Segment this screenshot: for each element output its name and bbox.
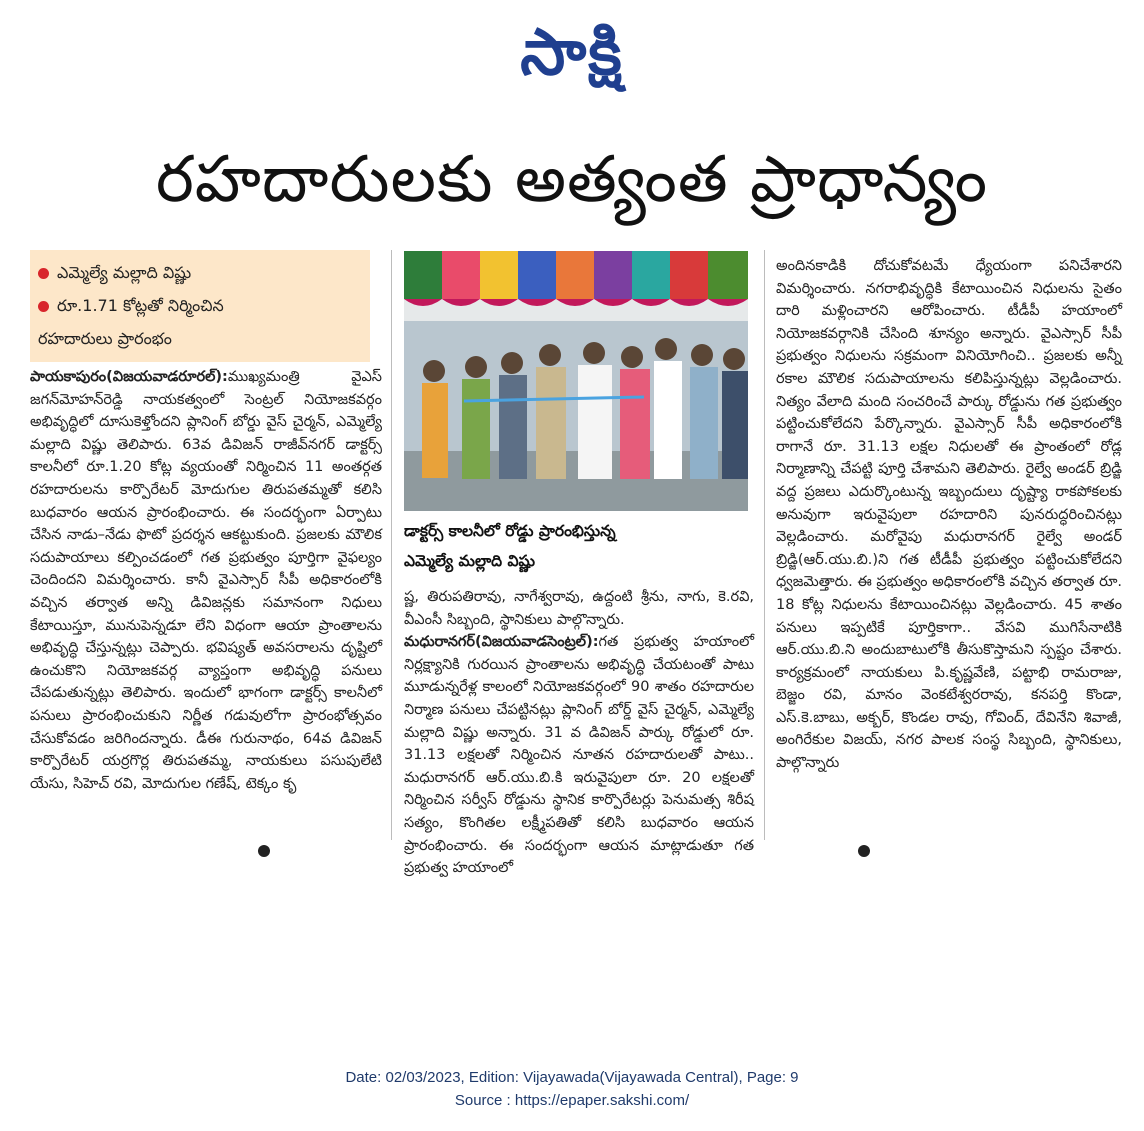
column-divider — [764, 250, 765, 840]
dateline-madhuranagar: మధురానగర్‌(విజయవాడసెంట్రల్‌): — [404, 634, 599, 651]
article-text-3: అందినకాడికి దోచుకోవటమే ధ్యేయంగా పనిచేశారని విమర్శించారు. నగరాభివృద్ధికి కేటాయించిన నిధులను సైతం దారి మళ్లించారని ఆరోపించారు. టీడీపీ హయాంలో నియోజకవర్గానికి చేసింది శూన్యం అన్నారు. వైఎస్సార్‌ సీపీ ప్రభుత్వం నిధులను సక్రమంగా వినియోగించి.. ప్రజలకు అన్నీ రకాల మౌలిక సదుపాయాలను కలిపిస్తున్నట్లు వెల్లడించారు. నిత్యం వేలాది మంది సంచరించే పార్కు రోడ్డును గత ప్రభుత్వం పట్టించుకోలేదని పేర్కొన్నారు. వైఎస్సార్‌ సీపీ అధికారంలోకి రాగానే రూ. 31.13 లక్షల నిధులతో ఈ ప్రాంతంలో రోడ్ల నిర్మాణాన్ని చేపట్టి పూర్తి చేశామని తెలిపారు. రైల్వే అండర్‌ బ్రిడ్జి వద్ద ప్రజలు ఎదుర్కొంటున్న ఇబ్బందులు దృష్ట్యా రాకపోకలకు అనువుగా ఇరువైపులా రహదారిని పునరుద్ధరించినట్లు వెల్లడించారు. మరోవైపు మధురానగర్‌ రైల్వే అండర్‌ బ్రిడ్జి(ఆర్‌.యు.బి.)ని గత టీడీపీ ప్రభుత్వం పట్టించుకోలేదని ధ్వజమెత్తారు. ఈ ప్రభుత్వం అధికారంలోకి వచ్చిన తర్వాత రూ. 18 కోట్ల నిధులను కేటాయించినట్లు వెల్లడించారు. 45 శాతం పనులు ఇప్పటికే పూర్తికాగా.. వేసవి ముగిసేనాటికి ఆర్‌.యు.బి.ని అందుబాటులోకి తీసుకొస్తామని స్పష్టం చేశారు. కార్యక్రమంలో నాయకులు పి.కృష్ణవేణి, పట్టాభి రామరాజు, బెజ్జం రవి, మానం వెంకటేశ్వరరావు, కనపర్తి కొండా, ఎస్‌.కె.బాబు, అక్బర్‌, కొండల రావు, గోవింద్‌, దేవినేని శివాజీ, అంగిరేకుల విజయ్‌, నగర పాలక సంస్థ సిబ్బంది, స్థానికులు, పాల్గొన్నారు — [776, 258, 1122, 772]
article-text-2b: గత ప్రభుత్వ హయాంలో నిర్లక్ష్యానికి గురయిన ప్రాంతాలను అభివృద్ధి చేయటంతో పాటు మూడున్నరేళ్ల కాలంలో నియోజకవర్గంలో 90 శాతం రహదారుల నిర్మాణ పనులు చేపట్టినట్లు ప్లానింగ్‌ బోర్డ్‌ వైస్‌ చైర్మన్‌, ఎమ్మెల్యే మల్లాది విష్ణు అన్నారు. 31 వ డివిజన్‌ పార్కు రోడ్డులో రూ. 31.13 లక్షలతో నిర్మించిన నూతన రహదారులతో పాటు.. మధురానగర్‌ ఆర్‌.యు.బి.కి ఇరువైపులా రూ. 20 లక్షలతో నిర్మించిన సర్వీస్‌ రోడ్డును స్థానిక కార్పొరేటర్లు పెనుమత్స శిరీష సత్యం, కొంగితల లక్ష్మీపతితో కలిసి బుధవారం ఆయన ప్రారంభించారు. ఈ సందర్భంగా ఆయన మాట్లాడుతూ గత ప్రభుత్వ హయాంలో — [404, 634, 754, 877]
bullet-icon — [38, 301, 49, 312]
article-column-2 — [404, 586, 754, 877]
masthead-logo — [0, 8, 1144, 98]
dateline-payakapuram: పాయకాపురం(విజయవాడరూరల్‌): — [30, 369, 228, 385]
highlight-text-3: రహదారులు ప్రారంభం — [38, 329, 172, 348]
article-column-3 — [776, 255, 1122, 855]
photo-caption — [404, 516, 754, 576]
masthead-text: సాక్షి — [520, 16, 624, 90]
highlight-item — [38, 256, 362, 289]
article-column-1 — [30, 366, 382, 836]
bullet-icon — [38, 268, 49, 279]
footer-source-line: Source : https://epaper.sakshi.com/ — [454, 1092, 690, 1109]
highlight-item — [38, 289, 362, 322]
headline: రహదారులకు అత్యంత ప్రాధాన్యం — [155, 143, 989, 217]
news-photo — [404, 251, 748, 511]
footer-date-line: Date: 02/03/2023, Edition: Vijayawada(Vijayawada Central), Page: 9 — [345, 1069, 799, 1086]
highlight-item-continued — [38, 322, 362, 355]
caption-line-1: డాక్టర్స్‌ కాలనీలో రోడ్డు ప్రారంభిస్తున్న — [404, 522, 616, 540]
highlights-box — [30, 250, 370, 362]
article-text-1: ముఖ్యమంత్రి వైఎస్‌ జగన్‌మోహన్‌రెడ్డి నాయకత్వంలో సెంట్రల్‌ నియోజకవర్గం అభివృద్ధిలో దూసుకెళ్తోందని ప్లానింగ్‌ బోర్డు వైస్‌ చైర్మన్‌, ఎమ్మెల్యే మల్లాది విష్ణు తెలిపారు. 63వ డివిజన్‌ రాజీవ్‌నగర్‌ డాక్టర్స్‌ కాలనీలో రూ.1.20 కోట్ల వ్యయంతో నిర్మించిన 11 అంతర్గత రహదారులను కార్పొరేటర్‌ మోదుగుల తిరుపతమ్మతో కలిసి బుధవారం ఆయన ప్రారంభించారు. ఈ సందర్భంగా ఏర్పాటు చేసిన నాడు–నేడు ఫొటో ప్రదర్శన ఆకట్టుకుంది. ప్రజలకు మౌలిక సదుపాయాలు కల్పించడంలో గత ప్రభుత్వం పూర్తిగా వైఫల్యం చెందిందని విమర్శించారు. కానీ వైఎస్సార్‌ సీపీ అధికారంలోకి వచ్చిన తర్వాత అన్ని డివిజన్లకు సమానంగా నిధులు కేటాయిస్తూ, మునుపెన్నడూ లేని విధంగా ఆయా ప్రాంతాలను అభివృద్ధి చేస్తున్నట్లు చెప్పారు. భవిష్యత్‌ అవసరాలను దృష్టిలో ఉంచుకొని నియోజకవర్గ వ్యాప్తంగా అభివృద్ధి పనులు చేపడుతున్నట్లు తెలిపారు. ఇందులో భాగంగా డాక్టర్స్‌ కాలనీలో పనులు ప్రారంభించుకుని నిర్ణీత గడువులోగా ప్రారంభోత్సవం చేసుకోవడం జరిగిందన్నారు. డీఈ గురునాథం, 64వ డివిజన్‌ కార్పొరేటర్‌ యర్రగొర్ల తిరుపతమ్మ, నాయకులు పసుపులేటి యేసు, సిహెచ్‌ రవి, మోదుగుల గణేష్‌, టెక్కం కృ — [30, 369, 382, 792]
page-dot — [858, 845, 870, 857]
photo-illustration — [404, 251, 748, 511]
column-divider — [391, 250, 392, 840]
page-dot — [258, 845, 270, 857]
article-text-2a: ష్ణ, తిరుపతిరావు, నాగేశ్వరావు, ఉద్దంటి శ్రీను, నాగు, కె.రవి, వీఎంసీ సిబ్బంది, స్థానికులు పాల్గొన్నారు. — [404, 589, 754, 628]
caption-line-2: ఎమ్మెల్యే మల్లాది విష్ణు — [404, 552, 535, 570]
highlight-text-2: రూ.1.71 కోట్లతో నిర్మించిన — [57, 296, 224, 315]
source-footer — [0, 1066, 1144, 1112]
highlight-text-1: ఎమ్మెల్యే మల్లాది విష్ణు — [57, 263, 192, 282]
